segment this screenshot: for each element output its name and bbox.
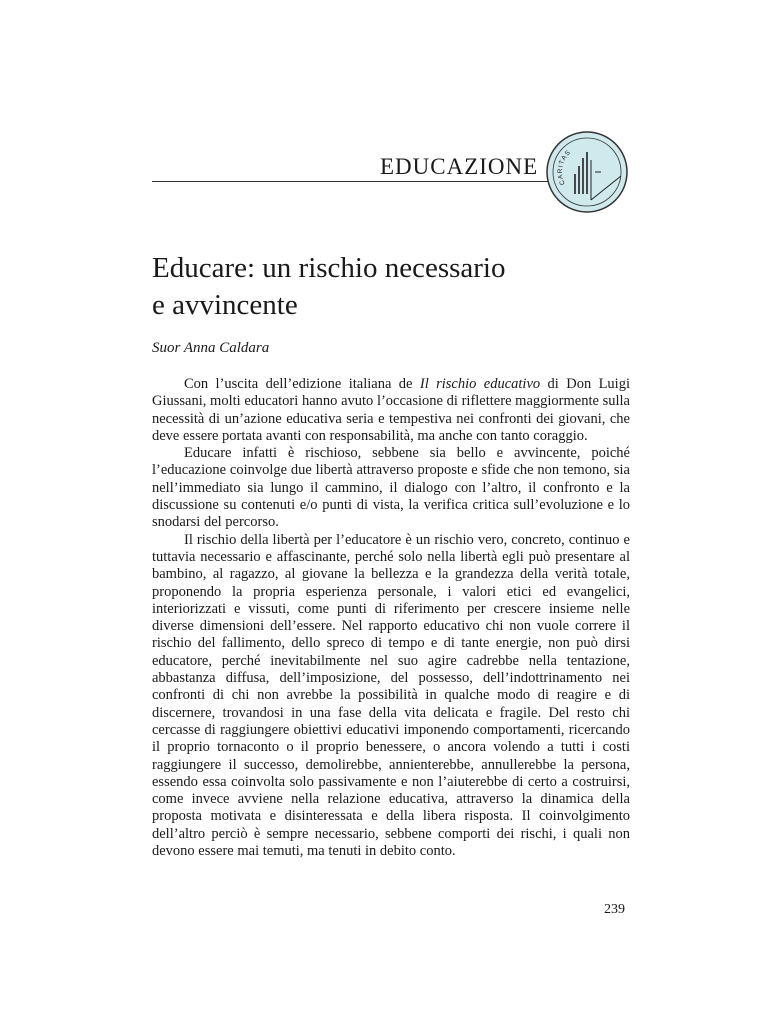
paragraph-1-after: di Don Luigi Giussani, molti educatori hanno avuto l’occasione di riflettere maggiormente sulla necessità di un’azione educativa seria e tempestiva nei confronti dei giovani, che deve essere portata avanti con responsabilità, ma anche con tanto coraggio. [152, 376, 630, 444]
title-line-2: e avvincente [152, 289, 298, 321]
title-line-1: Educare: un rischio necessario [152, 252, 506, 284]
section-label: EDUCAZIONE [380, 154, 539, 179]
paragraph-1-before: Con l’uscita dell’edizione italiana de [184, 376, 420, 392]
header-rule [152, 181, 550, 182]
paragraph-1 [152, 376, 630, 445]
page-number: 239 [604, 902, 625, 917]
paragraph-2: Educare infatti è rischioso, sebbene sia bello e avvincente, poiché l’educazione coinvolge due libertà attraverso proposte e sfide che non temono, sia nell’immediato sia lungo il cammino, il dialogo con l’altro, il confronto e la discussione su contenuti e/o punti di vista, la verifica critica sull’evoluzione e lo snodarsi del percorso. [152, 445, 630, 531]
paragraph-3: Il rischio della libertà per l’educatore è un rischio vero, concreto, continuo e tuttavia necessario e affascinante, perché solo nella libertà egli può presentare al bambino, al ragazzo, al giovane la bellezza e la grandezza della verità totale, proponendo la propria esperienza personale, i valori etici ed evangelici, interiorizzati e vissuti, come punti di riferimento per crescere insieme nelle diverse dimensioni dell’essere. Nel rapporto educativo chi non vuole correre il rischio del fallimento, dello spreco di tempo e di tante energie, non può dirsi educatore, perché inevitabilmente nel suo agire cadrebbe nella tentazione, abbastanza diffusa, dell’imposizione, del possesso, dell’indottrinamento nei confronti di chi non avrebbe la possibilità in qualche modo di reagire e di discernere, trovandosi in una fase della vita delicata e fragile. Del resto chi cercasse di raggiungere obiettivi educativi imponendo comportamenti, ricercando il proprio tornaconto o il proprio benessere, o ancora volendo a tutti i costi raggiungere il successo, demolirebbe, annienterebbe, annullerebbe la persona, essendo essa coinvolta solo passivamente e non l’aiuterebbe di certo a costruirsi, come invece avviene nella relazione educativa, attraverso la dinamica della proposta motivata e disinteressata e della libera risposta. Il coinvolgimento dell’altro perciò è sempre necessario, sebbene comporti dei rischi, i quali non devono essere mai temuti, ma tenuti in debito conto. [152, 531, 630, 860]
article-body [152, 376, 630, 860]
logo-arc-text: CARITAS [556, 148, 573, 186]
book-title: Il rischio educativo [419, 376, 541, 392]
article-title [152, 250, 622, 324]
article-author: Suor Anna Caldara [152, 340, 270, 356]
caritas-logo [545, 130, 629, 214]
